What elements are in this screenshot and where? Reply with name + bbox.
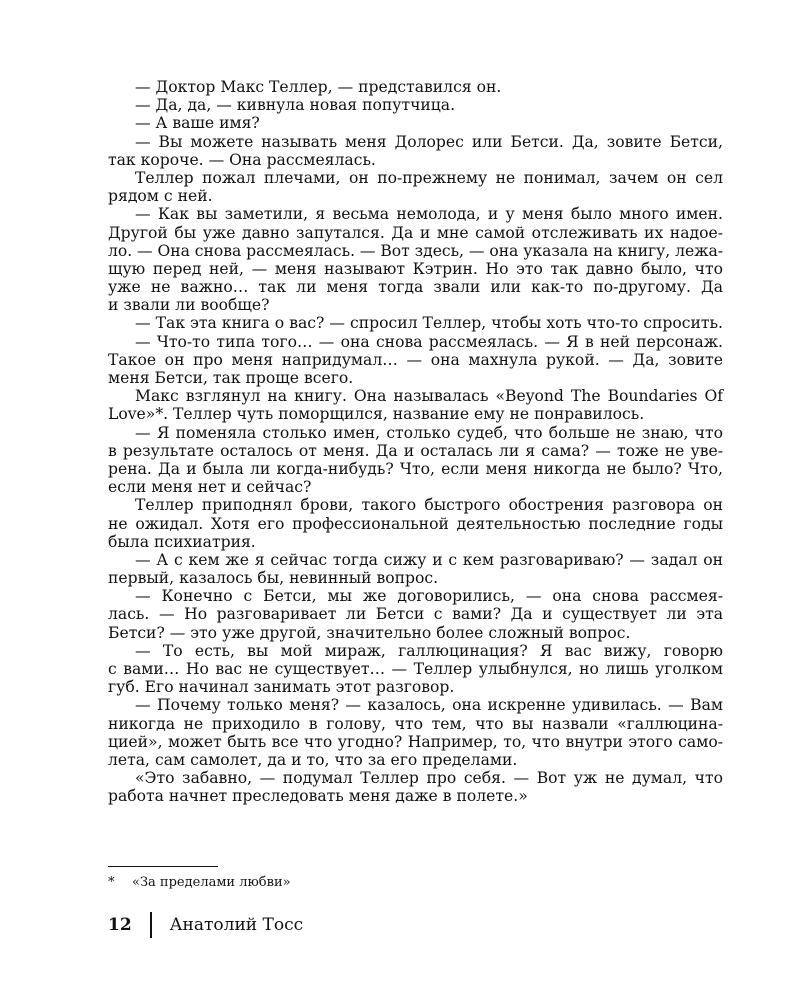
page-number: 12 bbox=[108, 915, 132, 935]
footnote-divider bbox=[108, 866, 218, 867]
text-line: — Что-то типа того… — она снова рассмеялась. — Я в ней персонаж. bbox=[135, 332, 723, 351]
text-line: «Это забавно, — подумал Теллер про себя. — Вот уж не думал, что bbox=[135, 769, 723, 788]
text-line: — Так эта книга о вас? — спросил Теллер, чтобы хоть что-то спросить. bbox=[135, 314, 723, 333]
footnote-text: «За пределами любви» bbox=[132, 875, 291, 890]
text-line: Такое он про меня напридумал… — она махнула рукой. — Да, зовите bbox=[108, 350, 723, 369]
text-line: была психиатрия. bbox=[108, 532, 256, 551]
text-line: меня Бетси, так проще всего. bbox=[108, 369, 354, 387]
text-line: — Вы можете называть меня Долорес или Бетси. Да, зовите Бетси, bbox=[135, 132, 723, 151]
text-line: — Как вы заметили, я весьма немолода, и у меня было много имен. bbox=[135, 205, 723, 224]
text-line: рядом с ней. bbox=[108, 187, 213, 206]
page-footer bbox=[108, 912, 303, 938]
text-line: работа начнет преследовать меня даже в полете.» bbox=[108, 787, 528, 806]
text-line: так короче. — Она рассмеялась. bbox=[108, 150, 376, 169]
text-line: щую перед ней, — меня называют Кэтрин. Но это так давно было, что bbox=[108, 259, 723, 278]
text-line: — Почему только меня? — казалось, она искренне удивилась. — Вам bbox=[135, 696, 723, 715]
text-line: рена. Да и была ли когда-нибудь? Что, если меня никогда не было? Что, bbox=[108, 459, 723, 478]
text-line: в результате осталось от меня. Да и осталась ли я сама? — тоже не уве- bbox=[108, 441, 723, 460]
footer-separator bbox=[150, 912, 152, 938]
text-line: губ. Его начинал занимать этот разговор. bbox=[108, 678, 455, 697]
text-line: Макс взглянул на книгу. Она называлась «Beyond The Boundaries Of bbox=[135, 387, 723, 406]
text-line: не ожидал. Хотя его профессиональной деятельностью последние годы bbox=[108, 514, 723, 533]
text-line: лась. — Но разговаривает ли Бетси с вами? Да и существует ли эта bbox=[108, 605, 723, 624]
footnote bbox=[108, 874, 291, 891]
text-line: Теллер пожал плечами, он по-прежнему не понимал, зачем он сел bbox=[135, 168, 723, 187]
text-line: никогда не приходило в голову, что тем, что вы назвали «галлюцина- bbox=[108, 714, 723, 733]
text-line: Love»*. Теллер чуть поморщился, название ему не понравилось. bbox=[108, 405, 645, 424]
text-line: — Конечно с Бетси, мы же договорились, — она снова рассмея- bbox=[135, 587, 723, 606]
text-line: — А с кем же я сейчас тогда сижу и с кем разговариваю? — задал он bbox=[135, 550, 723, 569]
text-line: цией», может быть все что угодно? Например, то, что внутри этого само- bbox=[108, 732, 723, 751]
text-line: — Доктор Макс Теллер, — представился он. bbox=[135, 78, 502, 96]
text-line: — То есть, вы мой мираж, галлюцинация? Я вас вижу, говорю bbox=[135, 641, 723, 660]
text-line: с вами… Но вас не существует… — Теллер улыбнулся, но лишь уголком bbox=[108, 660, 723, 678]
body-text bbox=[108, 78, 723, 806]
text-line: Другой бы уже давно запутался. Да и мне самой отслеживать их надое- bbox=[108, 223, 723, 242]
text-line: первый, казалось бы, невинный вопрос. bbox=[108, 569, 439, 588]
text-line: — Да, да, — кивнула новая попутчица. bbox=[135, 96, 456, 115]
text-line: если меня нет и сейчас? bbox=[108, 478, 312, 497]
text-line: — А ваше имя? bbox=[135, 114, 260, 133]
text-line: Теллер приподнял брови, такого быстрого обострения разговора он bbox=[135, 496, 723, 515]
text-line: и звали ли вообще? bbox=[108, 296, 270, 315]
text-line: лета, сам самолет, да и то, что за его пределами. bbox=[108, 750, 518, 769]
text-line: уже не важно… так ли меня тогда звали или как-то по-другому. Да bbox=[108, 278, 723, 297]
author-name: Анатолий Тосс bbox=[169, 915, 304, 935]
footnote-mark: * bbox=[108, 875, 115, 890]
text-line: Бетси? — это уже другой, значительно более сложный вопрос. bbox=[108, 623, 631, 642]
text-line: — Я поменяла столько имен, столько судеб, что больше не знаю, что bbox=[135, 423, 723, 442]
text-line: ло. — Она снова рассмеялась. — Вот здесь, — она указала на книгу, лежа- bbox=[108, 241, 723, 260]
